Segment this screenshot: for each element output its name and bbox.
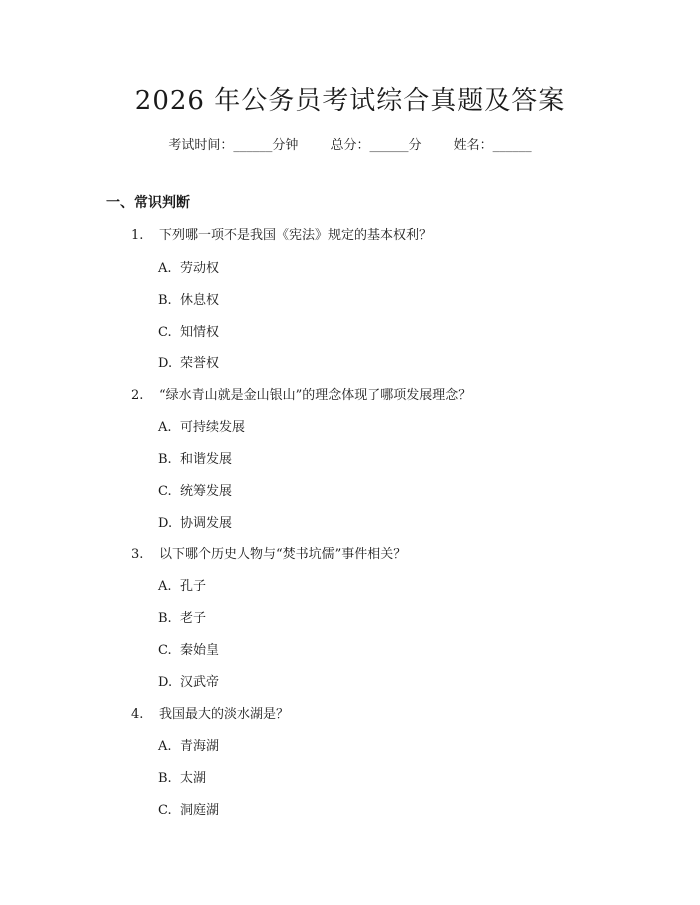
option-letter: D. xyxy=(158,516,173,531)
option-text: 洞庭湖 xyxy=(180,803,220,818)
option-text: 协调发展 xyxy=(180,516,233,531)
option-text: 休息权 xyxy=(180,293,220,308)
option-letter: C. xyxy=(158,803,172,818)
option-letter: B. xyxy=(158,293,172,308)
option xyxy=(158,512,232,531)
question xyxy=(131,543,406,562)
option-letter: C. xyxy=(158,484,172,499)
option-letter: B. xyxy=(158,452,172,467)
question xyxy=(131,384,471,403)
option xyxy=(158,352,219,371)
question-text: “绿水青山就是金山银山”的理念体现了哪项发展理念？ xyxy=(159,388,472,403)
option-text: 青海湖 xyxy=(180,739,220,754)
option-letter: B. xyxy=(158,611,172,626)
option-text: 老子 xyxy=(180,611,207,626)
option-letter: C. xyxy=(158,325,172,340)
option-text: 统筹发展 xyxy=(180,484,233,499)
question-text: 下列哪一项不是我国《宪法》规定的基本权利？ xyxy=(159,228,433,243)
option-letter: A. xyxy=(158,579,172,594)
section-heading: 一、常识判断 xyxy=(106,195,190,211)
option-letter: B. xyxy=(158,771,172,786)
option xyxy=(158,639,219,658)
exam-name-field: 姓名：______ xyxy=(453,138,532,153)
option xyxy=(158,416,245,435)
option xyxy=(158,321,219,340)
question xyxy=(131,224,432,243)
option-text: 荣誉权 xyxy=(180,356,220,371)
option-letter: D. xyxy=(158,675,173,690)
option xyxy=(158,735,219,754)
exam-meta xyxy=(0,134,700,153)
question-text: 以下哪个历史人物与“焚书坑儒”事件相关？ xyxy=(159,547,407,562)
exam-total-score: 总分：______分 xyxy=(330,138,422,153)
exam-time: 考试时间：______分钟 xyxy=(168,138,299,153)
option-text: 汉武帝 xyxy=(180,675,220,690)
option xyxy=(158,767,206,786)
option xyxy=(158,480,232,499)
question xyxy=(131,703,289,722)
question-text: 我国最大的淡水湖是？ xyxy=(159,707,290,722)
exam-title: 2026 年公务员考试综合真题及答案 xyxy=(134,86,566,116)
option-text: 和谐发展 xyxy=(180,452,233,467)
option-letter: A. xyxy=(158,739,172,754)
option xyxy=(158,289,219,308)
question-number: 1. xyxy=(131,228,144,243)
question-number: 3. xyxy=(131,547,144,562)
question-number: 4. xyxy=(131,707,144,722)
option-text: 孔子 xyxy=(180,579,207,594)
option xyxy=(158,257,219,276)
option-letter: D. xyxy=(158,356,173,371)
option xyxy=(158,799,219,818)
option xyxy=(158,575,206,594)
option-letter: A. xyxy=(158,420,172,435)
option-letter: A. xyxy=(158,261,172,276)
option xyxy=(158,448,232,467)
option-text: 劳动权 xyxy=(180,261,220,276)
option-text: 可持续发展 xyxy=(180,420,246,435)
option-text: 知情权 xyxy=(180,325,220,340)
option-letter: C. xyxy=(158,643,172,658)
option xyxy=(158,607,206,626)
option-text: 秦始皇 xyxy=(180,643,220,658)
option-text: 太湖 xyxy=(180,771,207,786)
question-number: 2. xyxy=(131,388,144,403)
option xyxy=(158,671,219,690)
